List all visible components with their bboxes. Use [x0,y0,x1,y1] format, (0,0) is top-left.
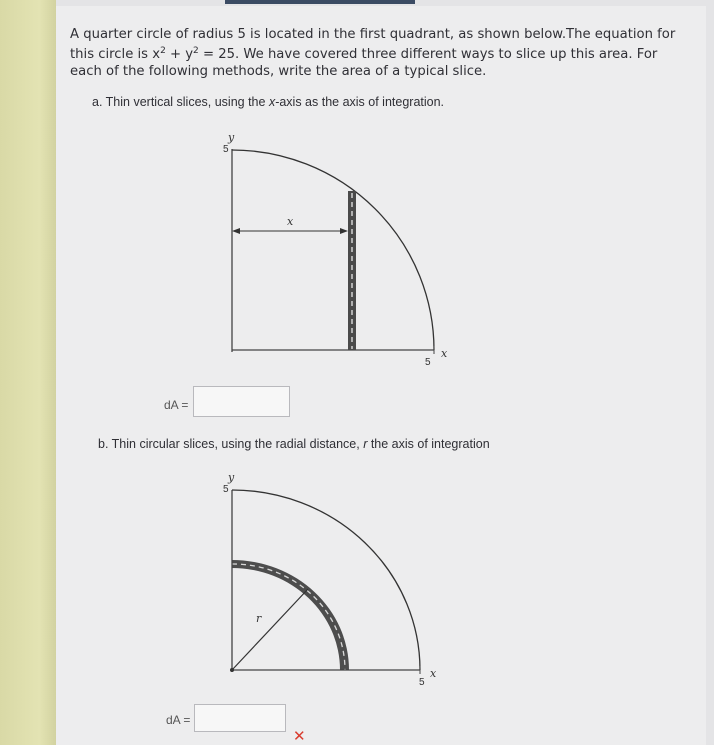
x-axis-label: x [430,667,437,680]
circular-slice-ring [232,560,349,670]
y-axis-label: y [228,131,235,144]
part-a-answer-label: dA = [164,398,189,412]
x-axis-label: x [441,347,448,360]
part-b-answer-input[interactable] [194,704,286,732]
problem-line-3: each of the following methods, write the area of a typical slice. [70,64,487,79]
slice-x-label: x [287,215,294,228]
part-b-axis-var: r [363,437,368,451]
x-tick-5: 5 [419,677,425,688]
y-tick-5: 5 [223,484,229,495]
part-a-suffix: -axis as the axis of integration. [275,95,445,109]
y-tick-5: 5 [223,144,229,155]
radius-r-label: r [256,612,262,625]
eq-mid: + y [165,47,194,62]
incorrect-x-icon: ✕ [293,727,306,745]
eq-pre: this circle is x [70,47,161,62]
eq-exp-2: 2 [193,46,199,56]
radius-line [232,589,308,670]
eq-post: = 25. We have covered three different ways to slice up this area. For [198,47,658,62]
part-b-suffix: the axis of integration [367,437,490,451]
eq-exp-1: 2 [160,46,166,56]
part-b-answer-label: dA = [166,713,191,727]
y-axis-label: y [228,471,235,484]
quarter-arc [232,490,420,670]
part-a-axis-var: x [268,95,276,109]
part-a-prefix: a. Thin vertical slices, using the [92,95,269,109]
x-tick-5: 5 [425,357,431,368]
origin-point [230,668,234,672]
part-b-prefix: b. Thin circular slices, using the radial distance, [98,437,364,451]
problem-line-1: A quarter circle of radius 5 is located in the first quadrant, as shown below.The equation for [70,27,676,42]
